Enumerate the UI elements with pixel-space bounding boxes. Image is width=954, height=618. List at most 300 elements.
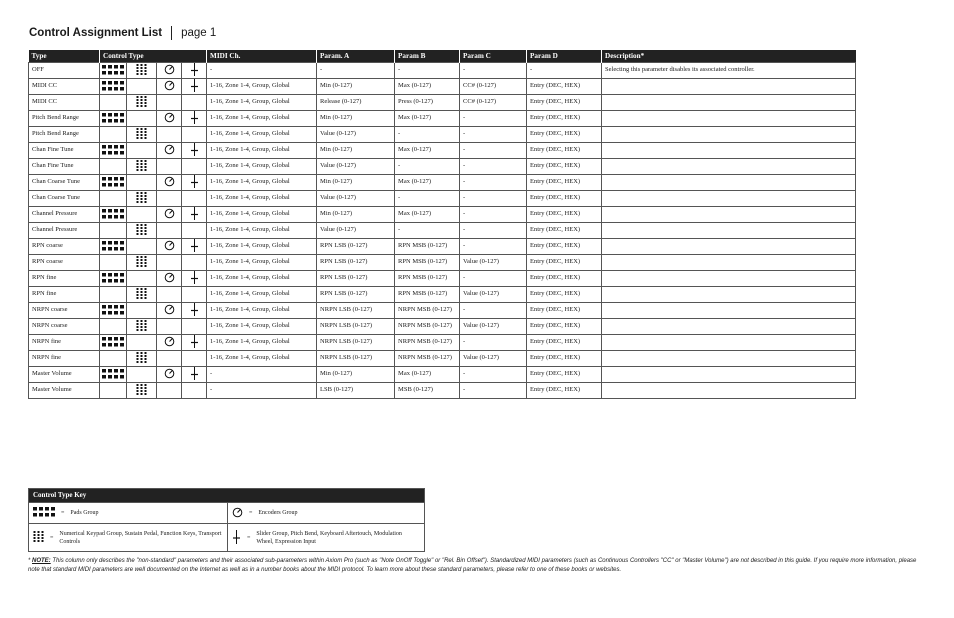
encoder-cell <box>157 127 182 143</box>
title-divider <box>171 26 172 40</box>
cell-param-a: RPN LSB (0-127) <box>317 287 395 303</box>
cell-param-d: Entry (DEC, HEX) <box>527 79 602 95</box>
encoder-icon <box>232 507 243 520</box>
slider-cell <box>182 79 207 95</box>
cell-midi-ch: 1-16, Zone 1-4, Group, Global <box>207 175 317 191</box>
cell-param-c: - <box>460 111 527 127</box>
cell-type: Channel Pressure <box>29 207 100 223</box>
cell-description <box>602 191 856 207</box>
cell-param-d: Entry (DEC, HEX) <box>527 175 602 191</box>
cell-description <box>602 111 856 127</box>
encoder-icon <box>164 368 175 381</box>
table-row <box>29 175 856 191</box>
cell-param-b: - <box>395 159 460 175</box>
encoder-icon <box>164 304 175 317</box>
encoder-icon <box>164 112 175 125</box>
slider-cell <box>182 351 207 367</box>
cell-param-c: - <box>460 223 527 239</box>
keypad-icon <box>136 128 147 141</box>
cell-param-b: - <box>395 63 460 79</box>
cell-midi-ch: 1-16, Zone 1-4, Group, Global <box>207 143 317 159</box>
sliders-label: Slider Group, Pitch Bend, Keyboard Aftertouch, Modulation Wheel, Expression Input <box>256 530 402 545</box>
table-row <box>29 159 856 175</box>
slider-cell <box>182 255 207 271</box>
table-row <box>29 287 856 303</box>
keypad-icon <box>136 96 147 109</box>
cell-param-b: NRPN MSB (0-127) <box>395 335 460 351</box>
cell-param-a: Min (0-127) <box>317 111 395 127</box>
slider-cell <box>182 239 207 255</box>
cell-midi-ch: 1-16, Zone 1-4, Group, Global <box>207 319 317 335</box>
table-row <box>29 239 856 255</box>
cell-param-a: Min (0-127) <box>317 175 395 191</box>
slider-cell <box>182 127 207 143</box>
cell-midi-ch: 1-16, Zone 1-4, Group, Global <box>207 351 317 367</box>
table-row <box>29 319 856 335</box>
cell-param-b: RPN MSB (0-127) <box>395 271 460 287</box>
cell-midi-ch: 1-16, Zone 1-4, Group, Global <box>207 287 317 303</box>
cell-type: Pitch Bend Range <box>29 111 100 127</box>
pads-cell <box>100 79 127 95</box>
key-equals: = <box>61 510 65 516</box>
pads-cell <box>100 207 127 223</box>
cell-param-a: Value (0-127) <box>317 127 395 143</box>
cell-type: RPN coarse <box>29 239 100 255</box>
cell-param-c: - <box>460 143 527 159</box>
keypad-icon <box>136 256 147 269</box>
cell-description <box>602 271 856 287</box>
cell-midi-ch: 1-16, Zone 1-4, Group, Global <box>207 191 317 207</box>
col-param-c: Param C <box>460 50 527 63</box>
keypad-cell <box>127 63 157 79</box>
cell-param-a: Min (0-127) <box>317 207 395 223</box>
cell-description <box>602 255 856 271</box>
slider-cell <box>182 367 207 383</box>
keypad-cell <box>127 95 157 111</box>
encoder-icon <box>164 272 175 285</box>
table-row <box>29 367 856 383</box>
keypad-cell <box>127 255 157 271</box>
cell-param-c: Value (0-127) <box>460 319 527 335</box>
slider-cell <box>182 191 207 207</box>
encoder-icon <box>164 64 175 77</box>
encoder-cell <box>157 239 182 255</box>
keypad-icon <box>136 192 147 205</box>
cell-param-a: Release (0-127) <box>317 95 395 111</box>
cell-param-c: - <box>460 239 527 255</box>
cell-description <box>602 223 856 239</box>
cell-param-c: - <box>460 191 527 207</box>
cell-param-b: Max (0-127) <box>395 143 460 159</box>
cell-param-d: Entry (DEC, HEX) <box>527 367 602 383</box>
cell-param-b: - <box>395 223 460 239</box>
cell-type: RPN fine <box>29 287 100 303</box>
slider-cell <box>182 63 207 79</box>
slider-cell <box>182 95 207 111</box>
cell-type: NRPN coarse <box>29 319 100 335</box>
cell-type: Chan Fine Tune <box>29 159 100 175</box>
cell-midi-ch: 1-16, Zone 1-4, Group, Global <box>207 239 317 255</box>
slider-cell <box>182 207 207 223</box>
cell-type: MIDI CC <box>29 79 100 95</box>
cell-param-c: Value (0-127) <box>460 287 527 303</box>
keypad-icon <box>136 224 147 237</box>
cell-type: MIDI CC <box>29 95 100 111</box>
key-equals: = <box>249 510 253 516</box>
encoders-label: Encoders Group <box>258 510 298 516</box>
cell-param-d: Entry (DEC, HEX) <box>527 111 602 127</box>
keypad-cell <box>127 383 157 399</box>
slider-cell <box>182 319 207 335</box>
table-row <box>29 127 856 143</box>
cell-midi-ch: 1-16, Zone 1-4, Group, Global <box>207 303 317 319</box>
keypad-cell <box>127 319 157 335</box>
pads-icon <box>102 369 124 381</box>
cell-param-c: - <box>460 127 527 143</box>
table-row <box>29 255 856 271</box>
pads-cell <box>100 351 127 367</box>
cell-param-b: NRPN MSB (0-127) <box>395 351 460 367</box>
pads-icon <box>102 65 124 77</box>
slider-icon <box>190 175 199 190</box>
footnote: * NOTE: This column only describes the "non-standard" parameters and their associated sub-parameters within Axiom Pro (such as "Note OnOff Toggle" or "Rel. Bin Offset"). Standardized MIDI parameters (such as Continuous Controllers "CC" or "Master Volume") are not described in this guide. If you require more information, please note that standard MIDI parameters are well documented on the Internet as well as in a number books about the MIDI protocol. To learn more about these standard parameters, please refer to one of these books or websites. <box>28 558 917 573</box>
page-title: Control Assignment List <box>29 27 163 39</box>
keypad-cell <box>127 191 157 207</box>
col-param-b: Param B <box>395 50 460 63</box>
cell-param-a: Value (0-127) <box>317 223 395 239</box>
cell-param-a: RPN LSB (0-127) <box>317 239 395 255</box>
cell-midi-ch: 1-16, Zone 1-4, Group, Global <box>207 207 317 223</box>
cell-midi-ch: 1-16, Zone 1-4, Group, Global <box>207 255 317 271</box>
pads-cell <box>100 159 127 175</box>
keypad-cell <box>127 127 157 143</box>
cell-param-c: CC# (0-127) <box>460 95 527 111</box>
pads-icon <box>102 145 124 157</box>
cell-param-a: NRPN LSB (0-127) <box>317 303 395 319</box>
cell-param-a: - <box>317 63 395 79</box>
encoder-icon <box>164 144 175 157</box>
cell-param-d: Entry (DEC, HEX) <box>527 335 602 351</box>
keypad-icon <box>33 531 44 544</box>
control-type-key <box>28 488 425 552</box>
cell-midi-ch: - <box>207 367 317 383</box>
cell-param-c: Value (0-127) <box>460 351 527 367</box>
cell-param-d: Entry (DEC, HEX) <box>527 351 602 367</box>
pads-cell <box>100 95 127 111</box>
col-type: Type <box>29 50 100 63</box>
cell-description <box>602 367 856 383</box>
table-row <box>29 79 856 95</box>
pads-cell <box>100 303 127 319</box>
pads-icon <box>102 113 124 125</box>
table-row <box>29 111 856 127</box>
cell-param-c: - <box>460 159 527 175</box>
pads-cell <box>100 335 127 351</box>
cell-type: Pitch Bend Range <box>29 127 100 143</box>
cell-param-c: - <box>460 175 527 191</box>
cell-description <box>602 239 856 255</box>
encoder-icon <box>164 240 175 253</box>
page-number: page 1 <box>181 27 217 39</box>
cell-param-a: NRPN LSB (0-127) <box>317 335 395 351</box>
cell-param-b: Max (0-127) <box>395 111 460 127</box>
cell-param-b: RPN MSB (0-127) <box>395 287 460 303</box>
encoder-cell <box>157 351 182 367</box>
encoder-icon <box>164 176 175 189</box>
keypad-cell <box>127 303 157 319</box>
cell-param-b: Max (0-127) <box>395 175 460 191</box>
pads-icon <box>102 177 124 189</box>
cell-midi-ch: 1-16, Zone 1-4, Group, Global <box>207 79 317 95</box>
keypad-cell <box>127 143 157 159</box>
keypad-cell <box>127 175 157 191</box>
table-row <box>29 143 856 159</box>
page-header <box>29 25 216 41</box>
keypad-icon <box>136 352 147 365</box>
cell-param-a: Min (0-127) <box>317 367 395 383</box>
table-row <box>29 95 856 111</box>
table-row <box>29 191 856 207</box>
col-control-type: Control Type <box>100 50 207 63</box>
key-equals: = <box>247 534 251 541</box>
encoder-icon <box>164 80 175 93</box>
pads-cell <box>100 143 127 159</box>
slider-cell <box>182 223 207 239</box>
encoder-cell <box>157 271 182 287</box>
cell-param-b: NRPN MSB (0-127) <box>395 319 460 335</box>
encoder-cell <box>157 319 182 335</box>
pads-icon <box>102 305 124 317</box>
cell-description <box>602 319 856 335</box>
cell-description <box>602 383 856 399</box>
encoder-cell <box>157 255 182 271</box>
keypad-icon <box>136 64 147 77</box>
slider-cell <box>182 159 207 175</box>
cell-param-c: CC# (0-127) <box>460 79 527 95</box>
slider-icon <box>190 79 199 94</box>
pads-cell <box>100 367 127 383</box>
pads-label: Pads Group <box>70 510 99 516</box>
keypad-icon <box>136 320 147 333</box>
cell-param-b: MSB (0-127) <box>395 383 460 399</box>
slider-icon <box>232 530 241 546</box>
slider-cell <box>182 143 207 159</box>
table-row <box>29 335 856 351</box>
cell-midi-ch: 1-16, Zone 1-4, Group, Global <box>207 223 317 239</box>
note-text: This column only describes the "non-standard" parameters and their associated sub-parameters within Axiom Pro (such as "Note OnOff Toggle" or "Rel. Bin Offset"). Standardized MIDI parameters (such as Continuous Controllers "CC" or "Master Volume") are not described in this guide. If you require more information, please note that standard MIDI parameters are well documented on the Internet as well as in a number books about the MIDI protocol. To learn more about these standard parameters, please refer to one of these books or websites. <box>28 558 917 573</box>
encoder-cell <box>157 335 182 351</box>
cell-param-a: Min (0-127) <box>317 79 395 95</box>
col-midi-ch: MIDI Ch. <box>207 50 317 63</box>
slider-cell <box>182 383 207 399</box>
pads-cell <box>100 239 127 255</box>
encoder-cell <box>157 175 182 191</box>
cell-param-d: Entry (DEC, HEX) <box>527 383 602 399</box>
cell-param-d: Entry (DEC, HEX) <box>527 95 602 111</box>
cell-description <box>602 351 856 367</box>
slider-icon <box>190 207 199 222</box>
col-param-d: Param D <box>527 50 602 63</box>
cell-midi-ch: 1-16, Zone 1-4, Group, Global <box>207 127 317 143</box>
pads-icon <box>33 507 55 519</box>
encoder-cell <box>157 287 182 303</box>
slider-cell <box>182 111 207 127</box>
slider-cell <box>182 335 207 351</box>
cell-param-a: Value (0-127) <box>317 159 395 175</box>
pads-cell <box>100 271 127 287</box>
keypad-cell <box>127 207 157 223</box>
cell-param-a: NRPN LSB (0-127) <box>317 319 395 335</box>
cell-param-d: Entry (DEC, HEX) <box>527 223 602 239</box>
note-label: NOTE: <box>32 558 51 564</box>
slider-icon <box>190 367 199 382</box>
pads-cell <box>100 383 127 399</box>
pads-cell <box>100 191 127 207</box>
cell-param-c: - <box>460 303 527 319</box>
keypad-icon <box>136 384 147 397</box>
cell-param-d: Entry (DEC, HEX) <box>527 127 602 143</box>
key-equals: = <box>50 534 54 541</box>
cell-param-a: LSB (0-127) <box>317 383 395 399</box>
keypad-cell <box>127 287 157 303</box>
encoder-cell <box>157 223 182 239</box>
encoder-cell <box>157 191 182 207</box>
encoder-cell <box>157 367 182 383</box>
table-row <box>29 207 856 223</box>
keypad-cell <box>127 335 157 351</box>
cell-type: Master Volume <box>29 367 100 383</box>
cell-type: NRPN fine <box>29 335 100 351</box>
cell-type: NRPN fine <box>29 351 100 367</box>
cell-description <box>602 287 856 303</box>
cell-param-c: - <box>460 335 527 351</box>
cell-description <box>602 303 856 319</box>
cell-param-d: Entry (DEC, HEX) <box>527 255 602 271</box>
cell-midi-ch: - <box>207 63 317 79</box>
cell-type: RPN coarse <box>29 255 100 271</box>
pads-cell <box>100 319 127 335</box>
cell-param-a: Min (0-127) <box>317 143 395 159</box>
slider-icon <box>190 143 199 158</box>
cell-param-c: Value (0-127) <box>460 255 527 271</box>
cell-param-c: - <box>460 271 527 287</box>
keypad-cell <box>127 79 157 95</box>
encoder-cell <box>157 207 182 223</box>
cell-param-b: Press (0-127) <box>395 95 460 111</box>
slider-cell <box>182 303 207 319</box>
cell-param-c: - <box>460 63 527 79</box>
cell-param-d: Entry (DEC, HEX) <box>527 143 602 159</box>
pads-cell <box>100 223 127 239</box>
cell-param-b: NRPN MSB (0-127) <box>395 303 460 319</box>
cell-param-b: Max (0-127) <box>395 207 460 223</box>
keypad-cell <box>127 271 157 287</box>
cell-param-c: - <box>460 383 527 399</box>
cell-type: Channel Pressure <box>29 223 100 239</box>
cell-description <box>602 207 856 223</box>
pads-icon <box>102 209 124 221</box>
cell-param-c: - <box>460 207 527 223</box>
slider-icon <box>190 239 199 254</box>
cell-type: Chan Coarse Tune <box>29 175 100 191</box>
cell-midi-ch: 1-16, Zone 1-4, Group, Global <box>207 95 317 111</box>
pads-cell <box>100 111 127 127</box>
cell-param-b: Max (0-127) <box>395 79 460 95</box>
cell-midi-ch: 1-16, Zone 1-4, Group, Global <box>207 159 317 175</box>
encoder-cell <box>157 383 182 399</box>
cell-type: RPN fine <box>29 271 100 287</box>
slider-icon <box>190 271 199 286</box>
cell-param-b: RPN MSB (0-127) <box>395 255 460 271</box>
encoder-cell <box>157 63 182 79</box>
pads-cell <box>100 127 127 143</box>
cell-param-a: RPN LSB (0-127) <box>317 255 395 271</box>
pads-cell <box>100 175 127 191</box>
pads-icon <box>102 337 124 349</box>
table-row <box>29 63 856 79</box>
keypad-cell <box>127 239 157 255</box>
keypad-cell <box>127 159 157 175</box>
encoder-icon <box>164 208 175 221</box>
keypad-cell <box>127 223 157 239</box>
cell-type: OFF <box>29 63 100 79</box>
col-description: Description* <box>602 50 856 63</box>
col-param-a: Param. A <box>317 50 395 63</box>
cell-description <box>602 335 856 351</box>
keypad-cell <box>127 111 157 127</box>
cell-midi-ch: 1-16, Zone 1-4, Group, Global <box>207 271 317 287</box>
table-header-row <box>29 50 856 63</box>
key-title: Control Type Key <box>29 489 424 502</box>
slider-icon <box>190 335 199 350</box>
cell-param-b: RPN MSB (0-127) <box>395 239 460 255</box>
keypad-icon <box>136 160 147 173</box>
slider-cell <box>182 271 207 287</box>
slider-cell <box>182 175 207 191</box>
cell-description <box>602 79 856 95</box>
slider-icon <box>190 111 199 126</box>
cell-type: Chan Fine Tune <box>29 143 100 159</box>
cell-type: NRPN coarse <box>29 303 100 319</box>
cell-description <box>602 143 856 159</box>
cell-param-a: RPN LSB (0-127) <box>317 271 395 287</box>
encoder-cell <box>157 159 182 175</box>
cell-description <box>602 175 856 191</box>
pads-icon <box>102 241 124 253</box>
cell-type: Master Volume <box>29 383 100 399</box>
table-row <box>29 383 856 399</box>
slider-icon <box>190 303 199 318</box>
control-assignment-table <box>28 50 856 399</box>
encoder-cell <box>157 111 182 127</box>
cell-midi-ch: 1-16, Zone 1-4, Group, Global <box>207 335 317 351</box>
cell-param-d: Entry (DEC, HEX) <box>527 303 602 319</box>
cell-param-d: Entry (DEC, HEX) <box>527 287 602 303</box>
pads-cell <box>100 63 127 79</box>
keys-label: Numerical Keypad Group, Sustain Pedal, Function Keys, Transport Controls <box>59 530 222 545</box>
table-row <box>29 271 856 287</box>
cell-param-b: - <box>395 191 460 207</box>
cell-param-c: - <box>460 367 527 383</box>
encoder-cell <box>157 79 182 95</box>
cell-param-a: Value (0-127) <box>317 191 395 207</box>
cell-midi-ch: 1-16, Zone 1-4, Group, Global <box>207 111 317 127</box>
cell-param-d: Entry (DEC, HEX) <box>527 271 602 287</box>
encoder-cell <box>157 95 182 111</box>
pads-icon <box>102 81 124 93</box>
cell-midi-ch: - <box>207 383 317 399</box>
table-row <box>29 351 856 367</box>
